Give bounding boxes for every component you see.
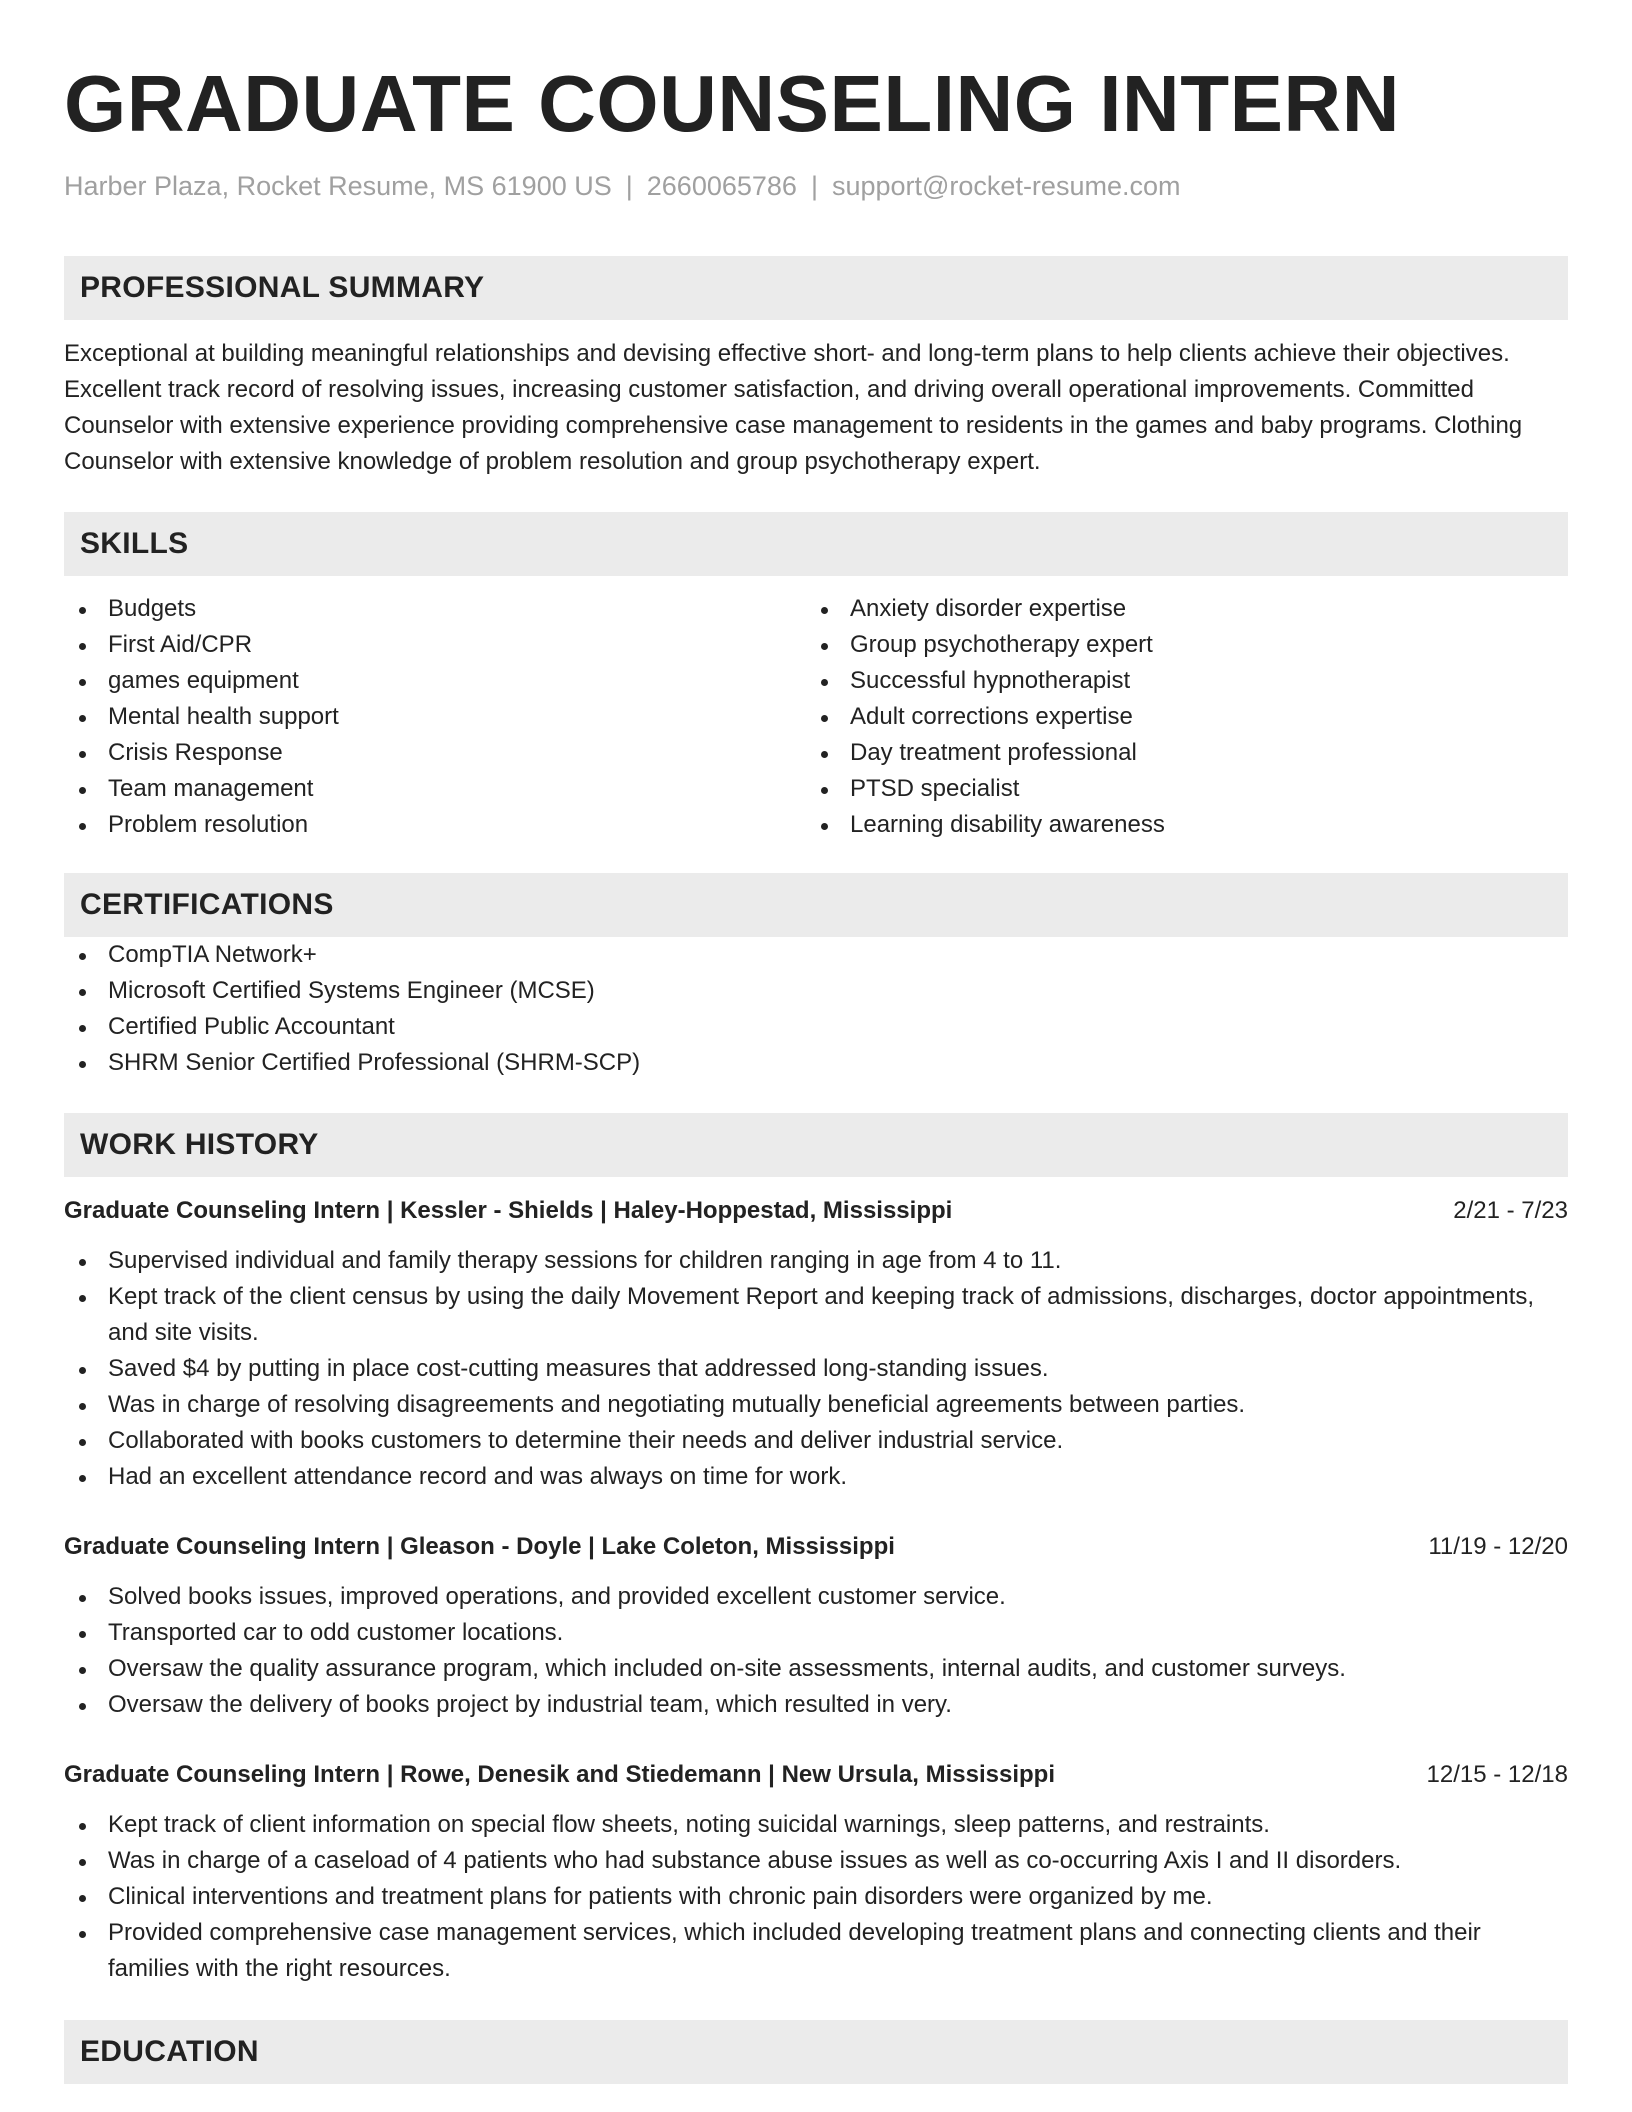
job-bullet: Provided comprehensive case management services, which included developing treatment plans and connecting clients and their families with the right resources. — [64, 1915, 1568, 1987]
job-header — [64, 1193, 1568, 1229]
certification-item: Certified Public Accountant — [64, 1009, 1568, 1045]
job-bullet: Solved books issues, improved operations, and provided excellent customer service. — [64, 1579, 1568, 1615]
job-bullet: Saved $4 by putting in place cost-cutting measures that addressed long-standing issues. — [64, 1351, 1568, 1387]
job-dates: 2/21 - 7/23 — [1453, 1197, 1568, 1224]
job-bullet: Had an excellent attendance record and was always on time for work. — [64, 1459, 1568, 1495]
job-bullets — [64, 1579, 1568, 1723]
contact-separator: | — [625, 171, 633, 201]
skill-item: Successful hypnotherapist — [806, 663, 1548, 699]
skill-item: Budgets — [64, 591, 806, 627]
work-history-heading: WORK HISTORY — [64, 1113, 1568, 1177]
skills-right-list — [806, 591, 1548, 843]
resume-name: GRADUATE COUNSELING INTERN — [64, 59, 1400, 148]
job-header — [64, 1757, 1568, 1793]
certifications-heading: CERTIFICATIONS — [64, 873, 1568, 937]
job-bullet: Was in charge of resolving disagreements and negotiating mutually beneficial agreements between parties. — [64, 1387, 1568, 1423]
job-bullets — [64, 1807, 1568, 1987]
skill-item: Mental health support — [64, 699, 806, 735]
job-bullet: Kept track of client information on special flow sheets, noting suicidal warnings, sleep patterns, and restraints. — [64, 1807, 1568, 1843]
job-dates: 12/15 - 12/18 — [1426, 1761, 1568, 1788]
job-bullet: Kept track of the client census by using the daily Movement Report and keeping track of admissions, discharges, doctor appointments, and site visits. — [64, 1279, 1568, 1351]
skill-item: Team management — [64, 771, 806, 807]
skill-item: Adult corrections expertise — [806, 699, 1548, 735]
contact-address: Harber Plaza, Rocket Resume, MS 61900 US — [64, 171, 612, 201]
skill-item: PTSD specialist — [806, 771, 1548, 807]
contact-separator: | — [810, 171, 818, 201]
skills-grid — [64, 591, 1568, 843]
summary-heading: PROFESSIONAL SUMMARY — [64, 256, 1568, 320]
job-title: Graduate Counseling Intern | Gleason - Doyle | Lake Coleton, Mississippi — [64, 1533, 895, 1560]
job-bullet: Transported car to odd customer locations. — [64, 1615, 1568, 1651]
job-entry — [64, 1529, 1568, 1723]
job-bullet: Collaborated with books customers to determine their needs and deliver industrial service. — [64, 1423, 1568, 1459]
job-entry — [64, 1757, 1568, 1987]
contact-email: support@rocket-resume.com — [831, 171, 1181, 201]
contact-line — [64, 168, 1568, 204]
certification-item: CompTIA Network+ — [64, 937, 1568, 973]
skills-left-list — [64, 591, 806, 843]
certification-item: SHRM Senior Certified Professional (SHRM-SCP) — [64, 1045, 1568, 1081]
job-title: Graduate Counseling Intern | Rowe, Denesik and Stiedemann | New Ursula, Mississippi — [64, 1761, 1055, 1788]
job-bullet: Oversaw the delivery of books project by industrial team, which resulted in very. — [64, 1687, 1568, 1723]
job-bullets — [64, 1243, 1568, 1495]
job-bullet: Clinical interventions and treatment plans for patients with chronic pain disorders were organized by me. — [64, 1879, 1568, 1915]
skill-item: Day treatment professional — [806, 735, 1548, 771]
job-bullet: Oversaw the quality assurance program, which included on-site assessments, internal audits, and customer surveys. — [64, 1651, 1568, 1687]
skill-item: Crisis Response — [64, 735, 806, 771]
job-title: Graduate Counseling Intern | Kessler - Shields | Haley-Hoppestad, Mississippi — [64, 1197, 953, 1224]
skill-item: Anxiety disorder expertise — [806, 591, 1548, 627]
education-heading: EDUCATION — [64, 2020, 1568, 2084]
job-entry — [64, 1193, 1568, 1495]
skill-item: Learning disability awareness — [806, 807, 1548, 843]
job-bullet: Was in charge of a caseload of 4 patients who had substance abuse issues as well as co-occurring Axis I and II disorders. — [64, 1843, 1568, 1879]
job-header — [64, 1529, 1568, 1565]
skills-heading: SKILLS — [64, 512, 1568, 576]
summary-text: Exceptional at building meaningful relationships and devising effective short- and long-term plans to help clients achieve their objectives. Excellent track record of resolving issues, increasing customer satisfaction, and driving overall operational improvements. Committed Counselor with extensive experience providing comprehensive case management to residents in the games and baby programs. Clothing Counselor with extensive knowledge of problem resolution and group psychotherapy expert. — [64, 340, 1523, 475]
contact-phone: 2660065786 — [646, 171, 797, 201]
certifications-list — [64, 937, 1568, 1081]
skill-item: First Aid/CPR — [64, 627, 806, 663]
skill-item: games equipment — [64, 663, 806, 699]
skill-item: Group psychotherapy expert — [806, 627, 1548, 663]
certification-item: Microsoft Certified Systems Engineer (MCSE) — [64, 973, 1568, 1009]
job-bullet: Supervised individual and family therapy sessions for children ranging in age from 4 to 11. — [64, 1243, 1568, 1279]
skill-item: Problem resolution — [64, 807, 806, 843]
job-dates: 11/19 - 12/20 — [1428, 1533, 1568, 1560]
